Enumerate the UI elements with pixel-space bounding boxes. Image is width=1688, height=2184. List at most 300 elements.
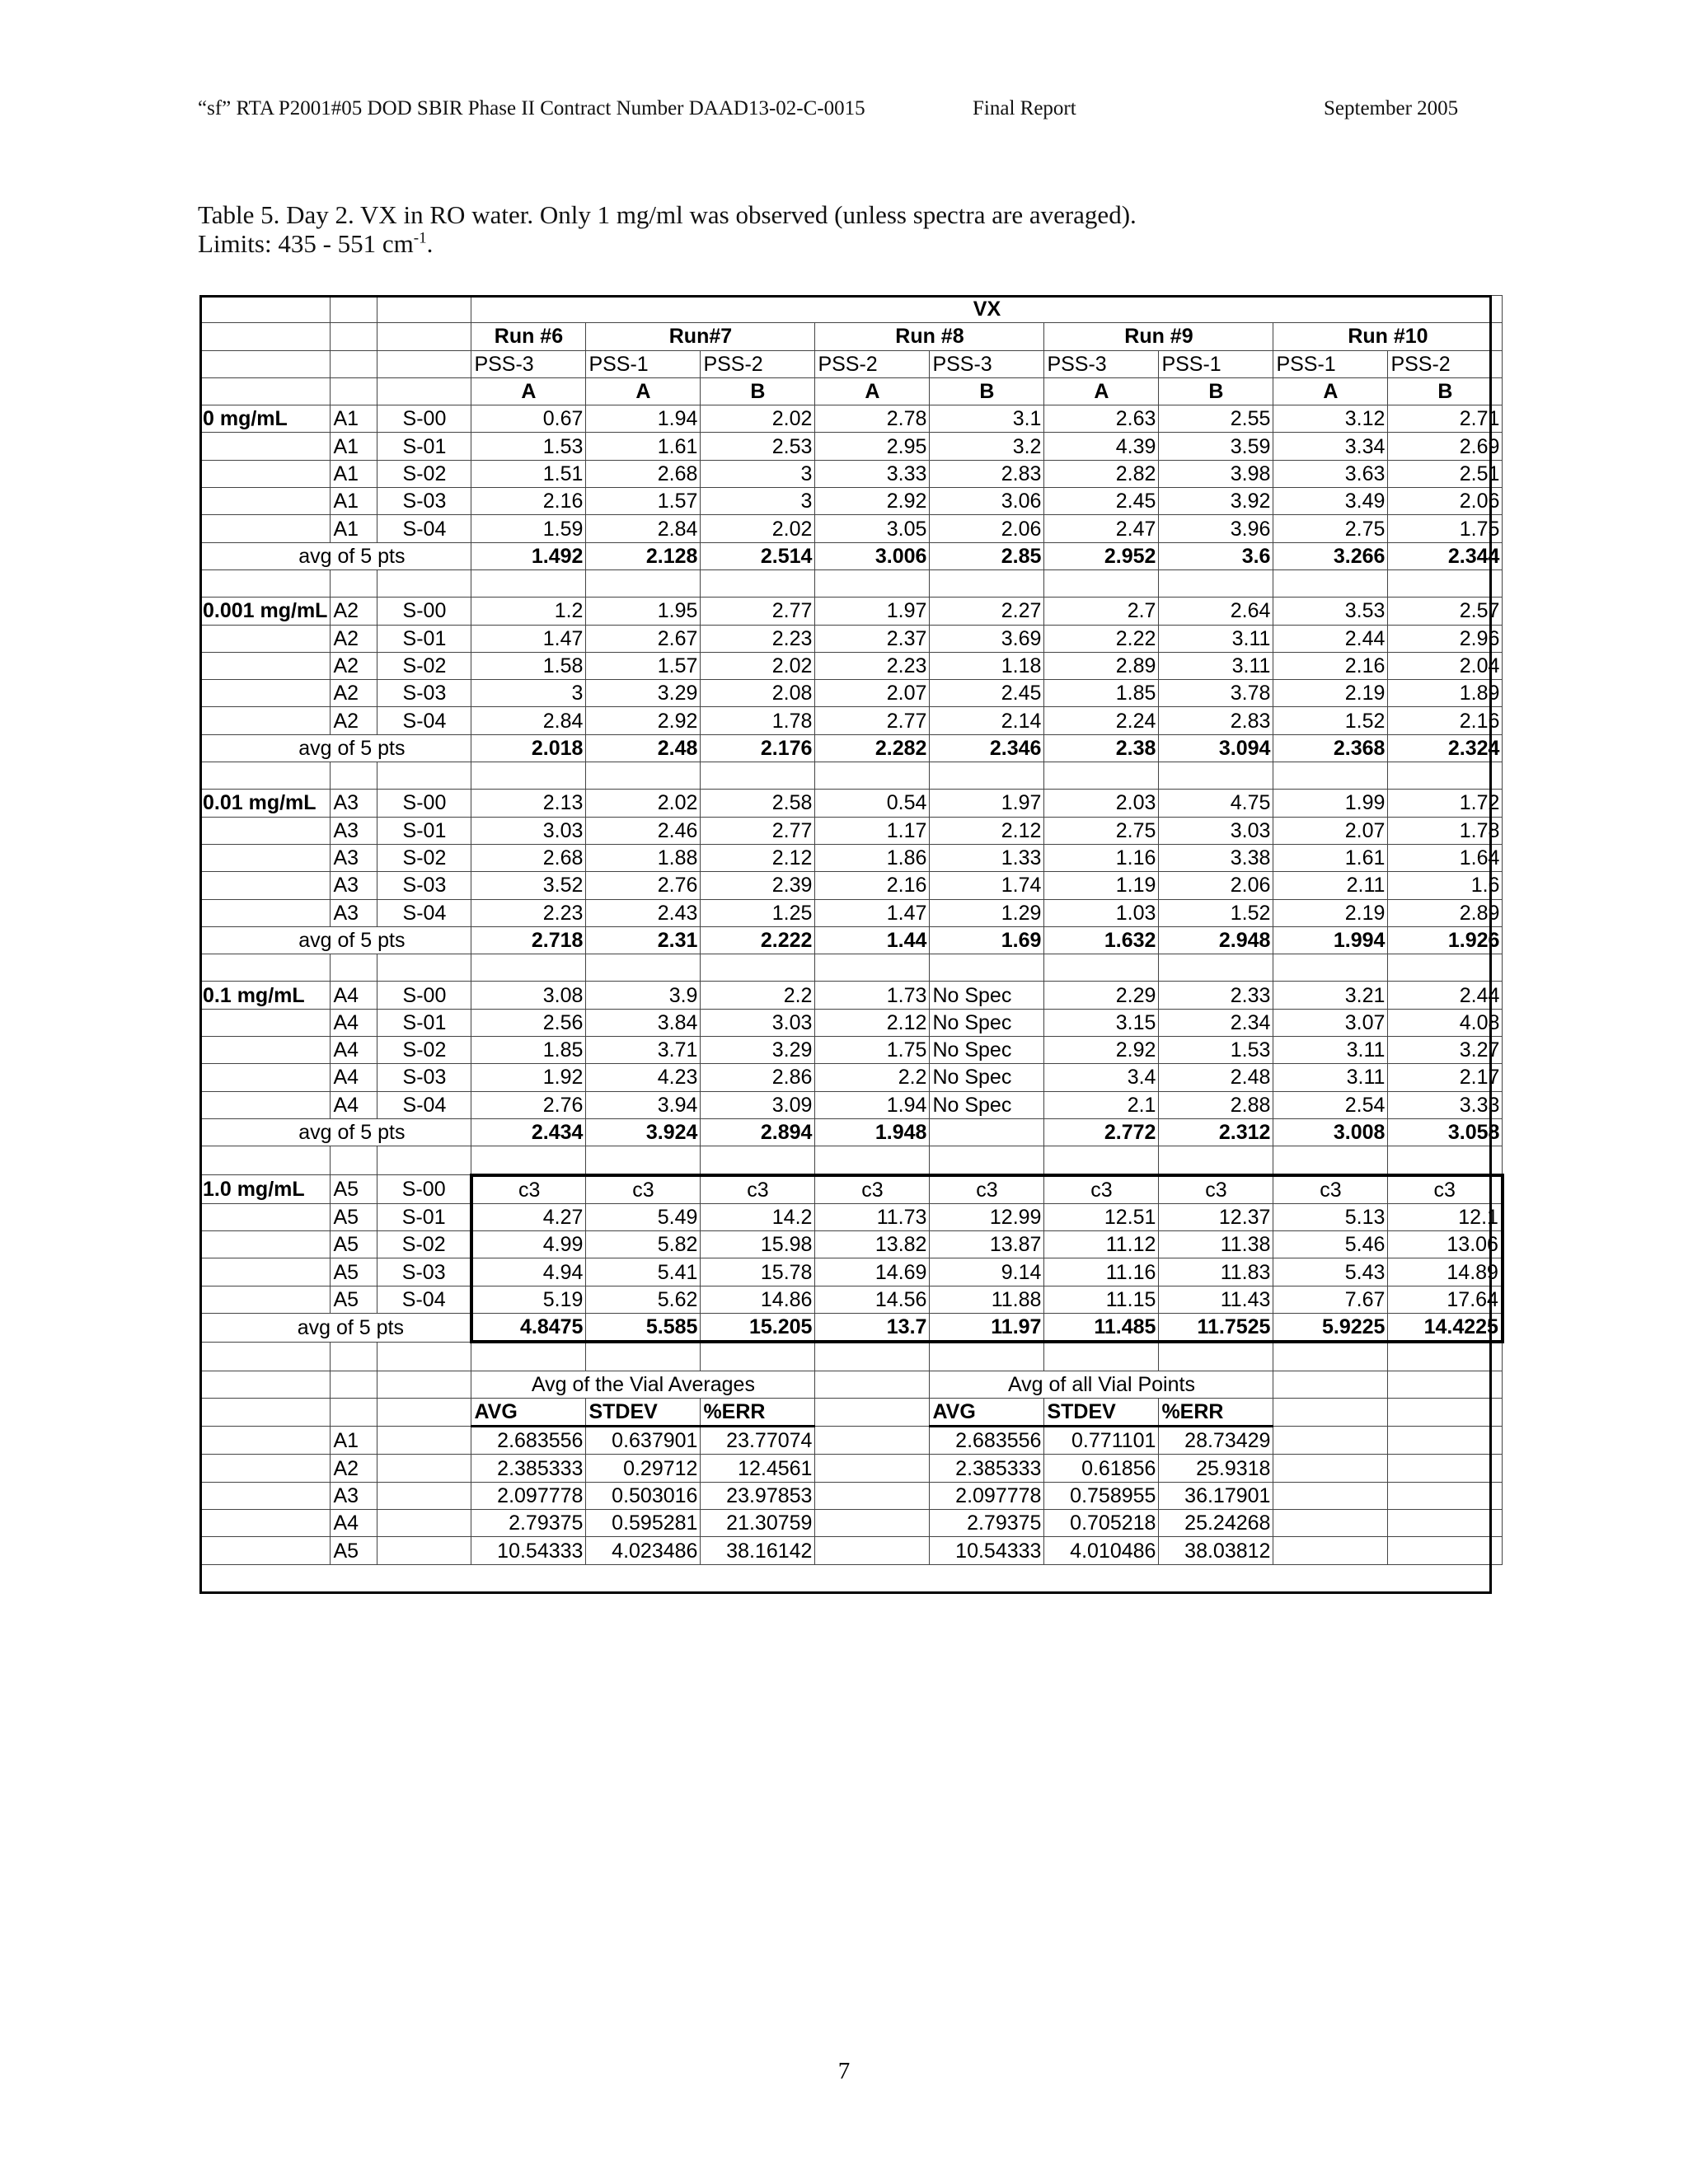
vial-label: A2 [331,680,377,707]
spectrum-label: S-02 [377,844,471,871]
table-cell [586,954,701,982]
value-cell: 3.49 [1273,488,1388,515]
concentration-label: 1.0 mg/mL [200,1175,331,1204]
table-cell [1273,1371,1388,1398]
data-row [200,1009,1503,1036]
value-cell: 13.87 [930,1231,1044,1258]
data-row [200,982,1503,1009]
value-cell: 1.72 [1388,790,1503,817]
value-cell: 2.16 [815,872,930,899]
value-cell: 1.92 [471,1064,586,1091]
value-cell: 2.22 [1044,625,1159,652]
table-cell [1388,1146,1503,1175]
value-cell: 2.48 [1159,1064,1273,1091]
value-cell: 2.44 [1388,982,1503,1009]
value-cell: 2.83 [1159,707,1273,734]
value-cell: 2.2 [815,1064,930,1091]
table-cell [377,569,471,597]
table-cell [200,1091,331,1118]
table-cell [586,569,701,597]
value-cell: 2.23 [815,652,930,679]
data-row [200,817,1503,844]
summary-value: 2.385333 [471,1455,586,1482]
table-cell [331,350,377,377]
value-cell: 14.2 [701,1203,815,1230]
avg-label: avg of 5 pts [200,1313,471,1342]
limits-period: . [426,229,434,258]
table-cell [1159,1146,1273,1175]
value-cell: 1.57 [586,488,701,515]
value-cell: 3.03 [701,1009,815,1036]
value-cell: 3.92 [1159,488,1273,515]
value-cell: 1.17 [815,817,930,844]
summary-vial-label: A4 [331,1510,377,1537]
summary-col-header: %ERR [1159,1398,1273,1426]
table-cell [471,1342,586,1371]
summary-title-row [200,1371,1503,1398]
spectrum-label: S-02 [377,1231,471,1258]
value-cell: 12.99 [930,1203,1044,1230]
spectrum-label: S-02 [377,1037,471,1064]
summary-value: 0.705218 [1044,1510,1159,1537]
value-cell: 2.37 [815,625,930,652]
avg-value: 2.128 [586,542,701,569]
avg-value: 2.312 [1159,1118,1273,1146]
value-cell: 2.83 [930,460,1044,487]
table-cell [200,1231,331,1258]
value-cell: 2.92 [1044,1037,1159,1064]
avg-value: 2.018 [471,734,586,762]
table-cell [331,569,377,597]
ab-header: A [815,377,930,405]
value-cell: 1.73 [815,982,930,1009]
value-cell: 2.27 [930,598,1044,625]
table-cell [930,1342,1044,1371]
value-cell: 2.76 [586,872,701,899]
value-cell: 2.55 [1159,405,1273,433]
table-cell [200,1482,331,1509]
vial-label: A4 [331,982,377,1009]
value-cell: 1.29 [930,899,1044,926]
table-cell [1159,569,1273,597]
value-cell: 2.84 [471,707,586,734]
avg-value: 2.772 [1044,1118,1159,1146]
value-cell: 2.92 [815,488,930,515]
avg-row [200,542,1503,569]
spectrum-label: S-03 [377,872,471,899]
vial-label: A1 [331,433,377,460]
avg-value: 2.514 [701,542,815,569]
ab-header: B [701,377,815,405]
value-cell: c3 [1044,1175,1159,1204]
spectrum-label: S-00 [377,598,471,625]
value-cell: c3 [1159,1175,1273,1204]
vial-label: A3 [331,844,377,871]
table-cell [200,569,331,597]
header-middle: Final Report [973,97,1076,120]
table-cell [200,296,331,323]
vial-label: A3 [331,899,377,926]
value-cell: 5.43 [1273,1258,1388,1286]
value-cell: 3.07 [1273,1009,1388,1036]
table-cell [331,762,377,790]
table-cell [1273,1482,1388,1509]
value-cell: 11.38 [1159,1231,1273,1258]
table-cell [200,1342,331,1371]
table-cell [1273,1427,1388,1455]
value-cell: c3 [586,1175,701,1204]
table-cell [1273,1510,1388,1537]
value-cell: 2.89 [1388,899,1503,926]
table-cell [377,1146,471,1175]
value-cell: 1.58 [471,652,586,679]
data-row [200,1286,1503,1313]
table-cell [331,323,377,350]
table-cell [377,762,471,790]
group-title: VX [471,296,1503,323]
table-cell [1273,1342,1388,1371]
value-cell: 0.67 [471,405,586,433]
data-row [200,433,1503,460]
summary-header-row [200,1398,1503,1426]
value-cell: 2.34 [1159,1009,1273,1036]
value-cell: No Spec [930,1009,1044,1036]
avg-value: 1.948 [815,1118,930,1146]
summary-value: 38.03812 [1159,1537,1273,1564]
table-cell [200,652,331,679]
value-cell: 2.82 [1044,460,1159,487]
table-cell [377,1398,471,1426]
value-cell: 4.27 [471,1203,586,1230]
value-cell: 3.29 [701,1037,815,1064]
vial-label: A4 [331,1091,377,1118]
spectrum-label: S-02 [377,460,471,487]
value-cell: 4.75 [1159,790,1273,817]
summary-value: 2.097778 [471,1482,586,1509]
value-cell: 2.2 [701,982,815,1009]
avg-value: 4.8475 [471,1313,586,1342]
table-cell [377,954,471,982]
table-cell [1159,954,1273,982]
value-cell: 2.46 [586,817,701,844]
avg-row [200,734,1503,762]
value-cell: 3.59 [1159,433,1273,460]
limits-unit-exponent: -1 [413,229,427,247]
avg-value: 1.994 [1273,926,1388,954]
table-cell [200,872,331,899]
table-cell [1044,569,1159,597]
summary-value: 10.54333 [930,1537,1044,1564]
avg-value: 2.346 [930,734,1044,762]
avg-value: 3.006 [815,542,930,569]
summary-col-header: AVG [471,1398,586,1426]
value-cell: 13.06 [1388,1231,1503,1258]
ab-header: B [930,377,1044,405]
value-cell: 11.12 [1044,1231,1159,1258]
ab-header: A [1273,377,1388,405]
value-cell: 9.14 [930,1258,1044,1286]
table-cell [200,460,331,487]
table-cell [1388,1371,1503,1398]
data-row [200,1231,1503,1258]
value-cell: 2.14 [930,707,1044,734]
value-cell: 2.39 [701,872,815,899]
value-cell: 3.2 [930,433,1044,460]
avg-value: 2.48 [586,734,701,762]
table-cell [1273,954,1388,982]
data-row [200,1091,1503,1118]
table-cell [200,1258,331,1286]
value-cell: 2.29 [1044,982,1159,1009]
table-cell [586,1342,701,1371]
summary-value: 0.758955 [1044,1482,1159,1509]
avg-value: 2.85 [930,542,1044,569]
table-cell [815,1398,930,1426]
table-cell [331,377,377,405]
summary-row [200,1455,1503,1482]
value-cell: 2.58 [701,790,815,817]
table-cell [377,1342,471,1371]
summary-value: 25.9318 [1159,1455,1273,1482]
value-cell: 3.33 [815,460,930,487]
value-cell: 2.16 [1388,707,1503,734]
value-cell: c3 [701,1175,815,1204]
data-row [200,872,1503,899]
run-header: Run#7 [586,323,815,350]
value-cell: c3 [471,1175,586,1204]
summary-row [200,1427,1503,1455]
vial-label: A3 [331,790,377,817]
vial-label: A5 [331,1258,377,1286]
data-row [200,515,1503,542]
ab-header: A [471,377,586,405]
value-cell: 2.02 [586,790,701,817]
summary-value: 2.683556 [930,1427,1044,1455]
table-cell [331,1146,377,1175]
value-cell: 1.97 [930,790,1044,817]
value-cell: 5.46 [1273,1231,1388,1258]
vial-label: A2 [331,652,377,679]
summary-value: 0.595281 [586,1510,701,1537]
table-cell [331,1342,377,1371]
data-row [200,405,1503,433]
avg-value: 2.434 [471,1118,586,1146]
table-cell [200,899,331,926]
avg-value: 11.97 [930,1313,1044,1342]
value-cell: 2.06 [1159,872,1273,899]
vial-label: A5 [331,1286,377,1313]
table-cell [200,515,331,542]
table-cell [815,569,930,597]
value-cell: 11.83 [1159,1258,1273,1286]
value-cell: 4.08 [1388,1009,1503,1036]
value-cell: 1.51 [471,460,586,487]
header-left: “sf” RTA P2001#05 DOD SBIR Phase II Contract Number DAAD13-02-C-0015 [198,97,865,120]
value-cell: 2.77 [815,707,930,734]
value-cell: 1.61 [586,433,701,460]
value-cell: 11.73 [815,1203,930,1230]
vial-label: A1 [331,460,377,487]
avg-value: 2.282 [815,734,930,762]
table-cell [701,569,815,597]
table-cell [815,1510,930,1537]
table-cell [815,1537,930,1564]
table-cell [1388,1398,1503,1426]
table-caption-line2 [198,229,433,259]
table-cell [815,762,930,790]
value-cell: 2.19 [1273,680,1388,707]
pss-header: PSS-3 [1044,350,1159,377]
value-cell: 2.08 [701,680,815,707]
header-right: September 2005 [1324,97,1459,120]
vial-label: A4 [331,1009,377,1036]
spectrum-label: S-04 [377,707,471,734]
value-cell: 2.96 [1388,625,1503,652]
table-cell [815,1482,930,1509]
value-cell: 2.88 [1159,1091,1273,1118]
summary-value: 2.79375 [930,1510,1044,1537]
value-cell: 2.23 [701,625,815,652]
avg-value: 2.344 [1388,542,1503,569]
table-cell [701,1342,815,1371]
value-cell: 2.06 [930,515,1044,542]
value-cell: 1.89 [1388,680,1503,707]
table-cell [930,954,1044,982]
value-cell: 2.56 [471,1009,586,1036]
value-cell: 3.34 [1273,433,1388,460]
data-row [200,1203,1503,1230]
value-cell: 1.94 [815,1091,930,1118]
data-row [200,488,1503,515]
avg-value: 2.31 [586,926,701,954]
avg-value: 3.094 [1159,734,1273,762]
table-cell [586,1146,701,1175]
value-cell: 3.9 [586,982,701,1009]
value-cell: 3.38 [1159,844,1273,871]
value-cell: 2.67 [586,625,701,652]
summary-value: 38.16142 [701,1537,815,1564]
header-row-runs [200,323,1503,350]
value-cell: 2.69 [1388,433,1503,460]
value-cell: 5.49 [586,1203,701,1230]
avg-label: avg of 5 pts [200,734,471,762]
summary-row [200,1510,1503,1537]
table-cell [200,1398,331,1426]
value-cell: 2.17 [1388,1064,1503,1091]
spectrum-label: S-03 [377,488,471,515]
value-cell: 1.78 [701,707,815,734]
value-cell: 3.21 [1273,982,1388,1009]
value-cell: 2.45 [1044,488,1159,515]
summary-col-header: STDEV [1044,1398,1159,1426]
table-cell [200,1146,331,1175]
value-cell: 12.1 [1388,1203,1503,1230]
ab-header: A [586,377,701,405]
spectrum-label: S-00 [377,1175,471,1204]
value-cell: 2.71 [1388,405,1503,433]
table-cell [1044,954,1159,982]
vial-label: A5 [331,1231,377,1258]
value-cell: 14.69 [815,1258,930,1286]
value-cell: 0.54 [815,790,930,817]
value-cell: 14.89 [1388,1258,1503,1286]
value-cell: 2.16 [1273,652,1388,679]
value-cell: 2.86 [701,1064,815,1091]
summary-value: 0.61856 [1044,1455,1159,1482]
table-cell [1273,1537,1388,1564]
pss-header: PSS-3 [930,350,1044,377]
spectrum-label: S-01 [377,433,471,460]
table-cell [377,1510,471,1537]
table-cell [1388,1342,1503,1371]
table-cell [200,707,331,734]
data-row [200,598,1503,625]
value-cell: 1.64 [1388,844,1503,871]
spectrum-label: S-04 [377,899,471,926]
table-cell [200,1537,331,1564]
value-cell: 2.12 [815,1009,930,1036]
table-cell [200,377,331,405]
vial-label: A5 [331,1175,377,1204]
spectrum-label: S-01 [377,625,471,652]
vial-label: A2 [331,625,377,652]
value-cell: 11.15 [1044,1286,1159,1313]
value-cell: 2.1 [1044,1091,1159,1118]
summary-col-header: %ERR [701,1398,815,1426]
table-cell [1388,569,1503,597]
spectrum-label: S-01 [377,1203,471,1230]
value-cell: 4.39 [1044,433,1159,460]
table-cell [815,1371,930,1398]
avg-value: 1.69 [930,926,1044,954]
value-cell: 1.99 [1273,790,1388,817]
table-cell [815,1427,930,1455]
spectrum-label: S-00 [377,982,471,1009]
value-cell: 1.75 [815,1037,930,1064]
spectrum-label: S-00 [377,790,471,817]
pss-header: PSS-1 [1159,350,1273,377]
value-cell: 2.7 [1044,598,1159,625]
spectrum-label: S-01 [377,817,471,844]
avg-value: 2.222 [701,926,815,954]
avg-value: 2.324 [1388,734,1503,762]
avg-value: 3.924 [586,1118,701,1146]
vial-label: A4 [331,1064,377,1091]
pss-header: PSS-1 [586,350,701,377]
value-cell: 2.44 [1273,625,1388,652]
table-cell [815,1455,930,1482]
vial-label: A2 [331,598,377,625]
value-cell: 3.53 [1273,598,1388,625]
summary-value: 28.73429 [1159,1427,1273,1455]
table-cell [200,433,331,460]
avg-label: avg of 5 pts [200,926,471,954]
avg-row [200,1313,1503,1342]
value-cell: 4.23 [586,1064,701,1091]
data-row [200,1175,1503,1204]
value-cell: 2.03 [1044,790,1159,817]
table-cell [471,569,586,597]
value-cell: 3.84 [586,1009,701,1036]
run-header: Run #9 [1044,323,1273,350]
value-cell: 1.86 [815,844,930,871]
vx-data-table [199,295,1504,1565]
value-cell: 2.43 [586,899,701,926]
value-cell: 3.11 [1159,652,1273,679]
value-cell: 2.92 [586,707,701,734]
value-cell: 3.52 [471,872,586,899]
value-cell: 2.16 [471,488,586,515]
